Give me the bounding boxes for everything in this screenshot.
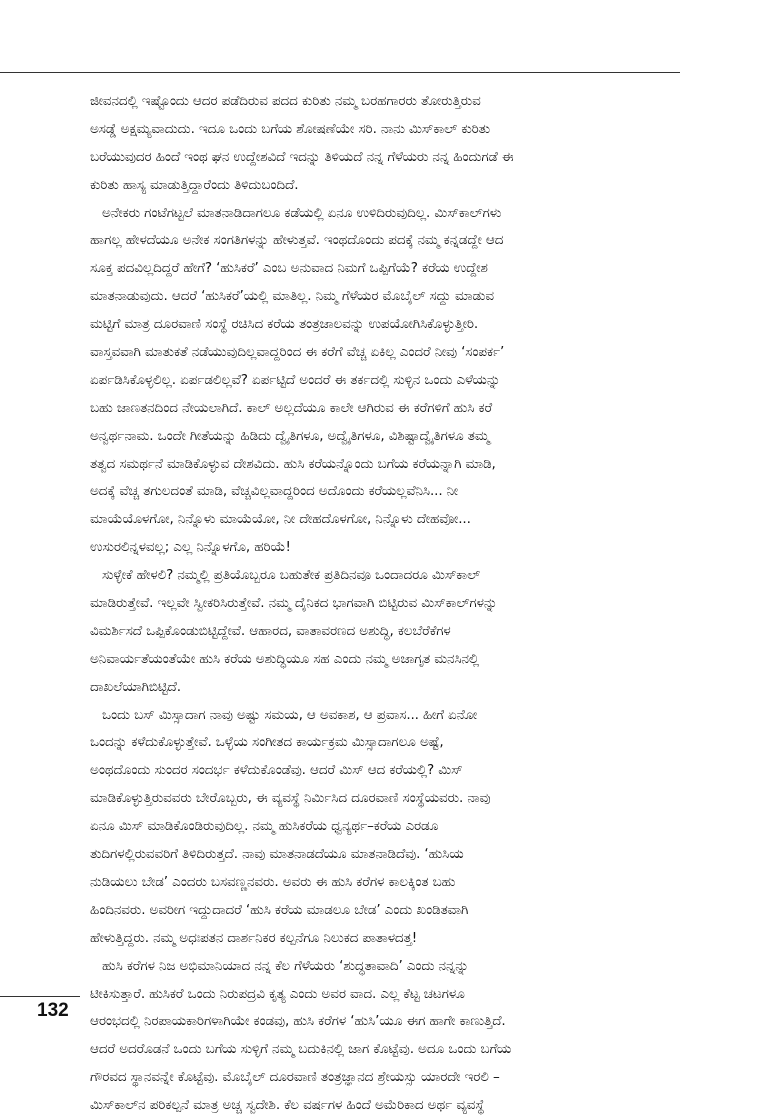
text-line: ತುದಿಗಳಲ್ಲಿರುವವರಿಗೆ ತಿಳಿದಿರುತ್ತದೆ. ನಾವು ಮಾತನಾಡದೆಯೂ ಮಾತನಾಡಿದೆವು. ‘ಹುಸಿಯ [90, 846, 464, 863]
text-line: ಅನ್ವರ್ಥನಾಮ. ಒಂದೇ ಗೀತೆಯನ್ನು ಹಿಡಿದು ದ್ವೈತಿಗಳೂ, ಅದ್ವೈತಿಗಳೂ, ವಿಶಿಷ್ಟಾದ್ವೈತಿಗಳೂ ತಮ್ಮ [90, 427, 490, 444]
text-line: ಆದರೆ ಅದರೊಡನೆ ಒಂದು ಬಗೆಯ ಸುಳ್ಳಿಗೆ ನಮ್ಮ ಬದುಕಿನಲ್ಲಿ ಜಾಗ ಕೊಟ್ಟೆವು. ಅದೂ ಒಂದು ಬಗೆಯ [90, 1041, 512, 1058]
text-line: ದಾಖಲೆಯಾಗಿಬಿಟ್ಟಿದೆ. [90, 678, 181, 695]
text-line: ಮಾತನಾಡುವುದು. ಆದರೆ ‘ಹುಸಿಕರೆ’ಯಲ್ಲಿ ಮಾತಿಲ್ಲ. ನಿಮ್ಮ ಗೆಳೆಯರ ಮೊಬೈಲ್ ಸದ್ದು ಮಾಡುವ [90, 288, 494, 305]
text-line: ತತ್ವದ ಸಮರ್ಥನೆ ಮಾಡಿಕೊಳ್ಳುವ ದೇಶವಿದು. ಹುಸಿ ಕರೆಯನ್ನೊಂದು ಬಗೆಯ ಕರೆಯನ್ನಾಗಿ ಮಾಡಿ, [90, 455, 496, 472]
body-text [90, 88, 678, 1120]
text-line: ಮಾಯೆಯೊಳಗೋ, ನಿನ್ನೊಳು ಮಾಯೆಯೋ, ನೀ ದೇಹದೊಳಗೋ, ನಿನ್ನೊಳು ದೇಹವೋ... [90, 511, 471, 528]
text-line: ಹೇಳುತ್ತಿದ್ದರು. ನಮ್ಮ ಅಧಃಪತನ ದಾರ್ಶನಿಕರ ಕಲ್ಪನೆಗೂ ನಿಲುಕದ ಪಾತಾಳದತ್ತ! [90, 929, 418, 946]
text-line: ಏರ್ಪಡಿಸಿಕೊಳ್ಳಲಿಲ್ಲ. ಏರ್ಪಡಲಿಲ್ಲವೆ? ಏರ್ಪಟ್ಟಿದೆ ಅಂದರೆ ಈ ತರ್ಕದಲ್ಲಿ ಸುಳ್ಳಿನ ಒಂದು ಎಳೆಯನ್ನು [90, 371, 501, 388]
text-line: ವಿಮರ್ಶಿಸದೆ ಒಪ್ಪಿಕೊಂಡುಬಿಟ್ಟಿದ್ದೇವೆ. ಆಹಾರದ, ವಾತಾವರಣದ ಅಶುದ್ಧಿ, ಕಲಬೆರೆಕೆಗಳ [90, 622, 451, 639]
text-line: ಹಿಂದಿನವರು. ಅವರೀಗ ಇದ್ದುದಾದರೆ ‘ಹುಸಿ ಕರೆಯ ಮಾಡಲೂ ಬೇಡ’ ಎಂದು ಖಂಡಿತವಾಗಿ [90, 901, 469, 918]
text-line: ಬರೆಯುವುದರ ಹಿಂದೆ ಇಂಥ ಘನ ಉದ್ದೇಶವಿದೆ ಇದನ್ನು ತಿಳಿಯದೆ ನನ್ನ ಗೆಳೆಯರು ನನ್ನ ಹಿಂದುಗಡೆ ಈ [90, 148, 514, 165]
text-line: ಸೂಕ್ತ ಪದವಿಲ್ಲದಿದ್ದರೆ ಹೇಗೆ? ‘ಹುಸಿಕರೆ’ ಎಂಬ ಅನುವಾದ ನಿಮಗೆ ಒಪ್ಪಿಗೆಯೆ? ಕರೆಯ ಉದ್ದೇಶ [90, 260, 488, 277]
text-line: ಅನಿವಾರ್ಯತೆಯಂತೆಯೇ ಹುಸಿ ಕರೆಯ ಅಶುದ್ಧಿಯೂ ಸಹ ಎಂದು ನಮ್ಮ ಅಜಾಗೃತ ಮನಸಿನಲ್ಲಿ [90, 650, 480, 667]
text-line: ನುಡಿಯಲು ಬೇಡ’ ಎಂದರು ಬಸವಣ್ಣನವರು. ಅವರು ಈ ಹುಸಿ ಕರೆಗಳ ಕಾಲಕ್ಕಿಂತ ಬಹು [90, 873, 456, 890]
text-line: ಮಾಡಿಕೊಳ್ಳುತ್ತಿರುವವರು ಬೇರೊಬ್ಬರು, ಈ ವ್ಯವಸ್ಥೆ ನಿರ್ಮಿಸಿದ ದೂರವಾಣಿ ಸಂಸ್ಥೆಯವರು. ನಾವು [90, 790, 491, 807]
text-line: ಟೀಕಿಸುತ್ತಾರೆ. ಹುಸಿಕರೆ ಒಂದು ನಿರುಪದ್ರವಿ ಕೃತ್ಯ ಎಂದು ಅವರ ವಾದ. ಎಲ್ಲ ಕೆಟ್ಟ ಚಟಗಳೂ [90, 985, 465, 1002]
text-line: ಮಟ್ಟಿಗೆ ಮಾತ್ರ ದೂರವಾಣಿ ಸಂಸ್ಥೆ ರಚಿಸಿದ ಕರೆಯ ತಂತ್ರಜಾಲವನ್ನು ಉಪಯೋಗಿಸಿಕೊಳ್ಳುತ್ತೀರಿ. [90, 316, 479, 333]
text-line: ಸುಳ್ಳೇಕೆ ಹೇಳಲಿ? ನಮ್ಮಲ್ಲಿ ಪ್ರತಿಯೊಬ್ಬರೂ ಬಹುತೇಕ ಪ್ರತಿದಿನವೂ ಒಂದಾದರೂ ಮಿಸ್‌ಕಾಲ್ [102, 567, 481, 584]
text-line: ಮಾಡಿರುತ್ತೇವೆ. ಇಲ್ಲವೇ ಸ್ವೀಕರಿಸಿರುತ್ತೇವೆ. ನಮ್ಮ ದೈನಿಕದ ಭಾಗವಾಗಿ ಬಿಟ್ಟಿರುವ ಮಿಸ್‌ಕಾಲ್‌ಗಳನ್ನು [90, 595, 498, 612]
text-line: ಬಹು ಜಾಣತನದಿಂದ ನೇಯಲಾಗಿದೆ. ಕಾಲ್ ಅಲ್ಲದೆಯೂ ಕಾಲೇ ಆಗಿರುವ ಈ ಕರೆಗಳಿಗೆ ಹುಸಿ ಕರೆ [90, 399, 493, 416]
text-line: ಏನೂ ಮಿಸ್ ಮಾಡಿಕೊಂಡಿರುವುದಿಲ್ಲ. ನಮ್ಮ ಹುಸಿಕರೆಯ ಧ್ವನ್ಯರ್ಥ–ಕರೆಯ ಎರಡೂ [90, 818, 439, 835]
page-number: 132 [37, 1000, 69, 1021]
text-line: ಒಂದನ್ನು ಕಳೆದುಕೊಳ್ಳುತ್ತೇವೆ. ಒಳ್ಳೆಯ ಸಂಗೀತದ ಕಾರ್ಯಕ್ರಮ ಮಿಸ್ಸಾದಾಗಲೂ ಅಷ್ಟೆ, [90, 734, 444, 751]
text-line: ಅನೇಕರು ಗಂಟೆಗಟ್ಟಲೆ ಮಾತನಾಡಿದಾಗಲೂ ಕಡೆಯಲ್ಲಿ ಏನೂ ಉಳಿದಿರುವುದಿಲ್ಲ. ಮಿಸ್‌ಕಾಲ್‌ಗಳು [102, 204, 502, 221]
footer-rule [0, 996, 80, 997]
text-line: ಜೀವನದಲ್ಲಿ ಇಷ್ಟೊಂದು ಆದರ ಪಡೆದಿರುವ ಪದದ ಕುರಿತು ನಮ್ಮ ಬರಹಗಾರರು ತೋರುತ್ತಿರುವ [90, 93, 481, 109]
text-line: ಅಸಡ್ಡೆ ಅಕ್ಷಮ್ಯವಾದುದು. ಇದೂ ಒಂದು ಬಗೆಯ ಶೋಷಣೆಯೇ ಸರಿ. ನಾನು ಮಿಸ್‌ಕಾಲ್ ಕುರಿತು [90, 120, 491, 137]
text-line: ಉಸುರಲಿನ್ನಳವಲ್ಲ; ಎಲ್ಲ ನಿನ್ನೊಳಗೊ, ಹರಿಯೆ! [90, 539, 291, 556]
header-rule [0, 72, 680, 73]
text-line: ಆರಂಭದಲ್ಲಿ ನಿರಪಾಯಕಾರಿಗಳಾಗಿಯೇ ಕಂಡವು, ಹುಸಿ ಕರೆಗಳ ‘ಹುಸಿ’ಯೂ ಈಗ ಹಾಗೇ ಕಾಣುತ್ತಿದೆ. [90, 1013, 506, 1030]
text-line: ಮಿಸ್‌ಕಾಲ್‌ನ ಪರಿಕಲ್ಪನೆ ಮಾತ್ರ ಅಚ್ಚ ಸ್ವದೇಶಿ. ಕೆಲ ವರ್ಷಗಳ ಹಿಂದೆ ಅಮೆರಿಕಾದ ಅರ್ಥ ವ್ಯವಸ್ಥೆ [90, 1097, 485, 1114]
text-line: ಗೌರವದ ಸ್ಥಾನವನ್ನೇ ಕೊಟ್ಟೆವು. ಮೊಬೈಲ್ ದೂರವಾಣಿ ತಂತ್ರಜ್ಞಾನದ ಶ್ರೇಯಸ್ಸು ಯಾರದೇ ಇರಲಿ – [90, 1069, 500, 1086]
text-line: ಅಂಥದೊಂದು ಸುಂದರ ಸಂದರ್ಭ ಕಳೆದುಕೊಂಡೆವು. ಆದರೆ ಮಿಸ್ ಆದ ಕರೆಯಲ್ಲಿ? ಮಿಸ್ [90, 762, 463, 779]
text-line: ವಾಸ್ತವವಾಗಿ ಮಾತುಕತೆ ನಡೆಯುವುದಿಲ್ಲವಾದ್ದರಿಂದ ಈ ಕರೆಗೆ ವೆಚ್ಚ ಏಕಿಲ್ಲ ಎಂದರೆ ನೀವು ‘ಸಂಪರ್ಕ’ [90, 344, 505, 361]
text-line: ಅದಕ್ಕೆ ವೆಚ್ಚ ತಗುಲದಂತೆ ಮಾಡಿ, ವೆಚ್ಚವಿಲ್ಲವಾದ್ದರಿಂದ ಅದೊಂದು ಕರೆಯಲ್ಲವೆನಿಸಿ... ನೀ [90, 483, 458, 500]
text-line: ಹಾಗಲ್ಲ ಹೇಳದೆಯೂ ಅನೇಕ ಸಂಗತಿಗಳನ್ನು ಹೇಳುತ್ತವೆ. ಇಂಥದೊಂದು ಪದಕ್ಕೆ ನಮ್ಮ ಕನ್ನಡದ್ದೇ ಆದ [90, 232, 504, 249]
text-line: ಕುರಿತು ಹಾಸ್ಯ ಮಾಡುತ್ತಿದ್ದಾರೆಂದು ತಿಳಿದುಬಂದಿದೆ. [90, 176, 299, 193]
text-line: ಹುಸಿ ಕರೆಗಳ ನಿಜ ಅಭಿಮಾನಿಯಾದ ನನ್ನ ಕೆಲ ಗೆಳೆಯರು ‘ಶುದ್ಧತಾವಾದಿ’ ಎಂದು ನನ್ನನ್ನು [102, 957, 469, 974]
text-line: ಒಂದು ಬಸ್ ಮಿಸ್ಸಾದಾಗ ನಾವು ಅಷ್ಟು ಸಮಯ, ಆ ಅವಕಾಶ, ಆ ಪ್ರವಾಸ... ಹೀಗೆ ಏನೋ [102, 706, 478, 723]
